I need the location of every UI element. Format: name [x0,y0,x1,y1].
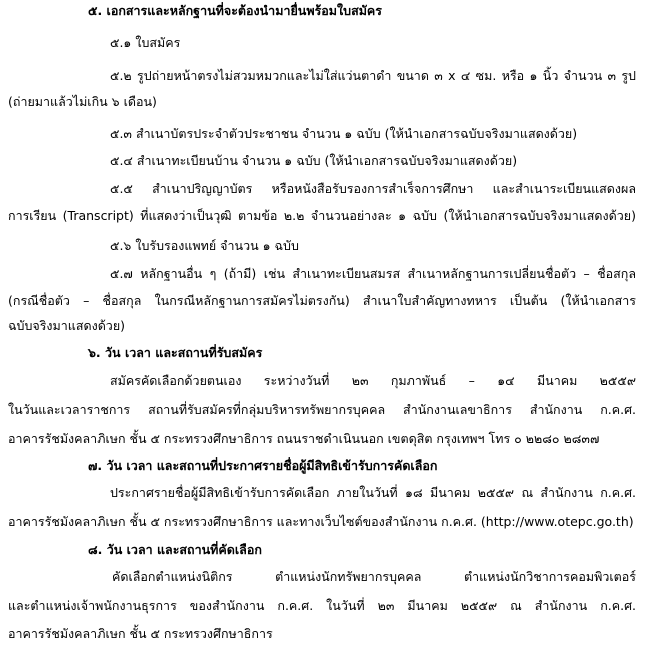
item-5-7-line-2: (กรณีชื่อตัว – ชื่อสกุล ในกรณีหลักฐานการสมัครไม่ตรงกัน) สำเนาใบสำคัญทางทหาร เป็นต้น (ให้นำเอกสาร [8,293,636,308]
item-5-3: ๕.๓ สำเนาบัตรประจำตัวประชาชน จำนวน ๑ ฉบับ (ให้นำเอกสารฉบับจริงมาแสดงด้วย) [110,126,578,141]
item-5-4: ๕.๔ สำเนาทะเบียนบ้าน จำนวน ๑ ฉบับ (ให้นำเอกสารฉบับจริงมาแสดงด้วย) [110,153,518,168]
section-7-line-1: ประกาศรายชื่อผู้มีสิทธิเข้ารับการคัดเลือก ภายในวันที่ ๑๘ มีนาคม ๒๕๕๙ ณ สำนักงาน ก.ค.ศ. [110,485,636,500]
section-7-heading: ๗. วัน เวลา และสถานที่ประกาศรายชื่อผู้มีสิทธิเข้ารับการคัดเลือก [88,458,438,473]
section-6-line-1: สมัครคัดเลือกด้วยตนเอง ระหว่างวันที่ ๒๓ กุมภาพันธ์ – ๑๔ มีนาคม ๒๕๕๙ [110,373,636,388]
item-5-7-line-1: ๕.๗ หลักฐานอื่น ๆ (ถ้ามี) เช่น สำเนาทะเบียนสมรส สำเนาหลักฐานการเปลี่ยนชื่อตัว – ชื่อสกุล [110,266,636,281]
section-6-line-2: ในวันและเวลาราชการ สถานที่รับสมัครที่กลุ่มบริหารทรัพยากรบุคคล สำนักงานเลขาธิการ สำนักงาน ก.ค.ศ. [8,402,636,417]
item-5-5-line-1: ๕.๕ สำเนาปริญญาบัตร หรือหนังสือรับรองการสำเร็จการศึกษา และสำเนาระเบียนแสดงผล [110,181,636,196]
item-5-1: ๕.๑ ใบสมัคร [110,35,181,50]
item-5-5-line-2: การเรียน (Transcript) ที่แสดงว่าเป็นวุฒิ ตามข้อ ๒.๒ จำนวนอย่างละ ๑ ฉบับ (ให้นำเอกสารฉบับจริงมาแสดงด้วย) [8,208,636,223]
section-6-line-3: อาคารรัชมังคลาภิเษก ชั้น ๕ กระทรวงศึกษาธิการ ถนนราชดำเนินนอก เขตดุสิต กรุงเทพฯ โทร ๐ ๒๒๘๐ ๒๘๓๗ [8,431,600,446]
section-6-heading: ๖. วัน เวลา และสถานที่รับสมัคร [88,345,263,360]
section-7-line-2: อาคารรัชมังคลาภิเษก ชั้น ๕ กระทรวงศึกษาธิการ และทางเว็บไซต์ของสำนักงาน ก.ค.ศ. (http://www.otepc.go.th) [8,514,634,529]
section-5-heading: ๕. เอกสารและหลักฐานที่จะต้องนำมายื่นพร้อมใบสมัคร [88,3,383,18]
section-8-line-1: คัดเลือกตำแหน่งนิติกร ตำแหน่งนักทรัพยากรบุคคล ตำแหน่งนักวิชาการคอมพิวเตอร์ [112,569,636,584]
section-8-heading: ๘. วัน เวลา และสถานที่คัดเลือก [88,542,262,557]
item-5-2-line-2: (ถ่ายมาแล้วไม่เกิน ๖ เดือน) [8,94,157,109]
section-8-line-3: อาคารรัชมังคลาภิเษก ชั้น ๕ กระทรวงศึกษาธิการ [8,626,273,641]
item-5-2-line-1: ๕.๒ รูปถ่ายหน้าตรงไม่สวมหมวกและไม่ใส่แว่นตาดำ ขนาด ๓ x ๔ ซม. หรือ ๑ นิ้ว จำนวน ๓ รูป [110,68,636,83]
section-8-line-2: และตำแหน่งเจ้าพนักงานธุรการ ของสำนักงาน ก.ค.ศ. ในวันที่ ๒๓ มีนาคม ๒๕๕๙ ณ สำนักงาน ก.ค.ศ. [8,598,636,613]
item-5-7-line-3: ฉบับจริงมาแสดงด้วย) [8,318,126,333]
item-5-6: ๕.๖ ใบรับรองแพทย์ จำนวน ๑ ฉบับ [110,238,299,253]
